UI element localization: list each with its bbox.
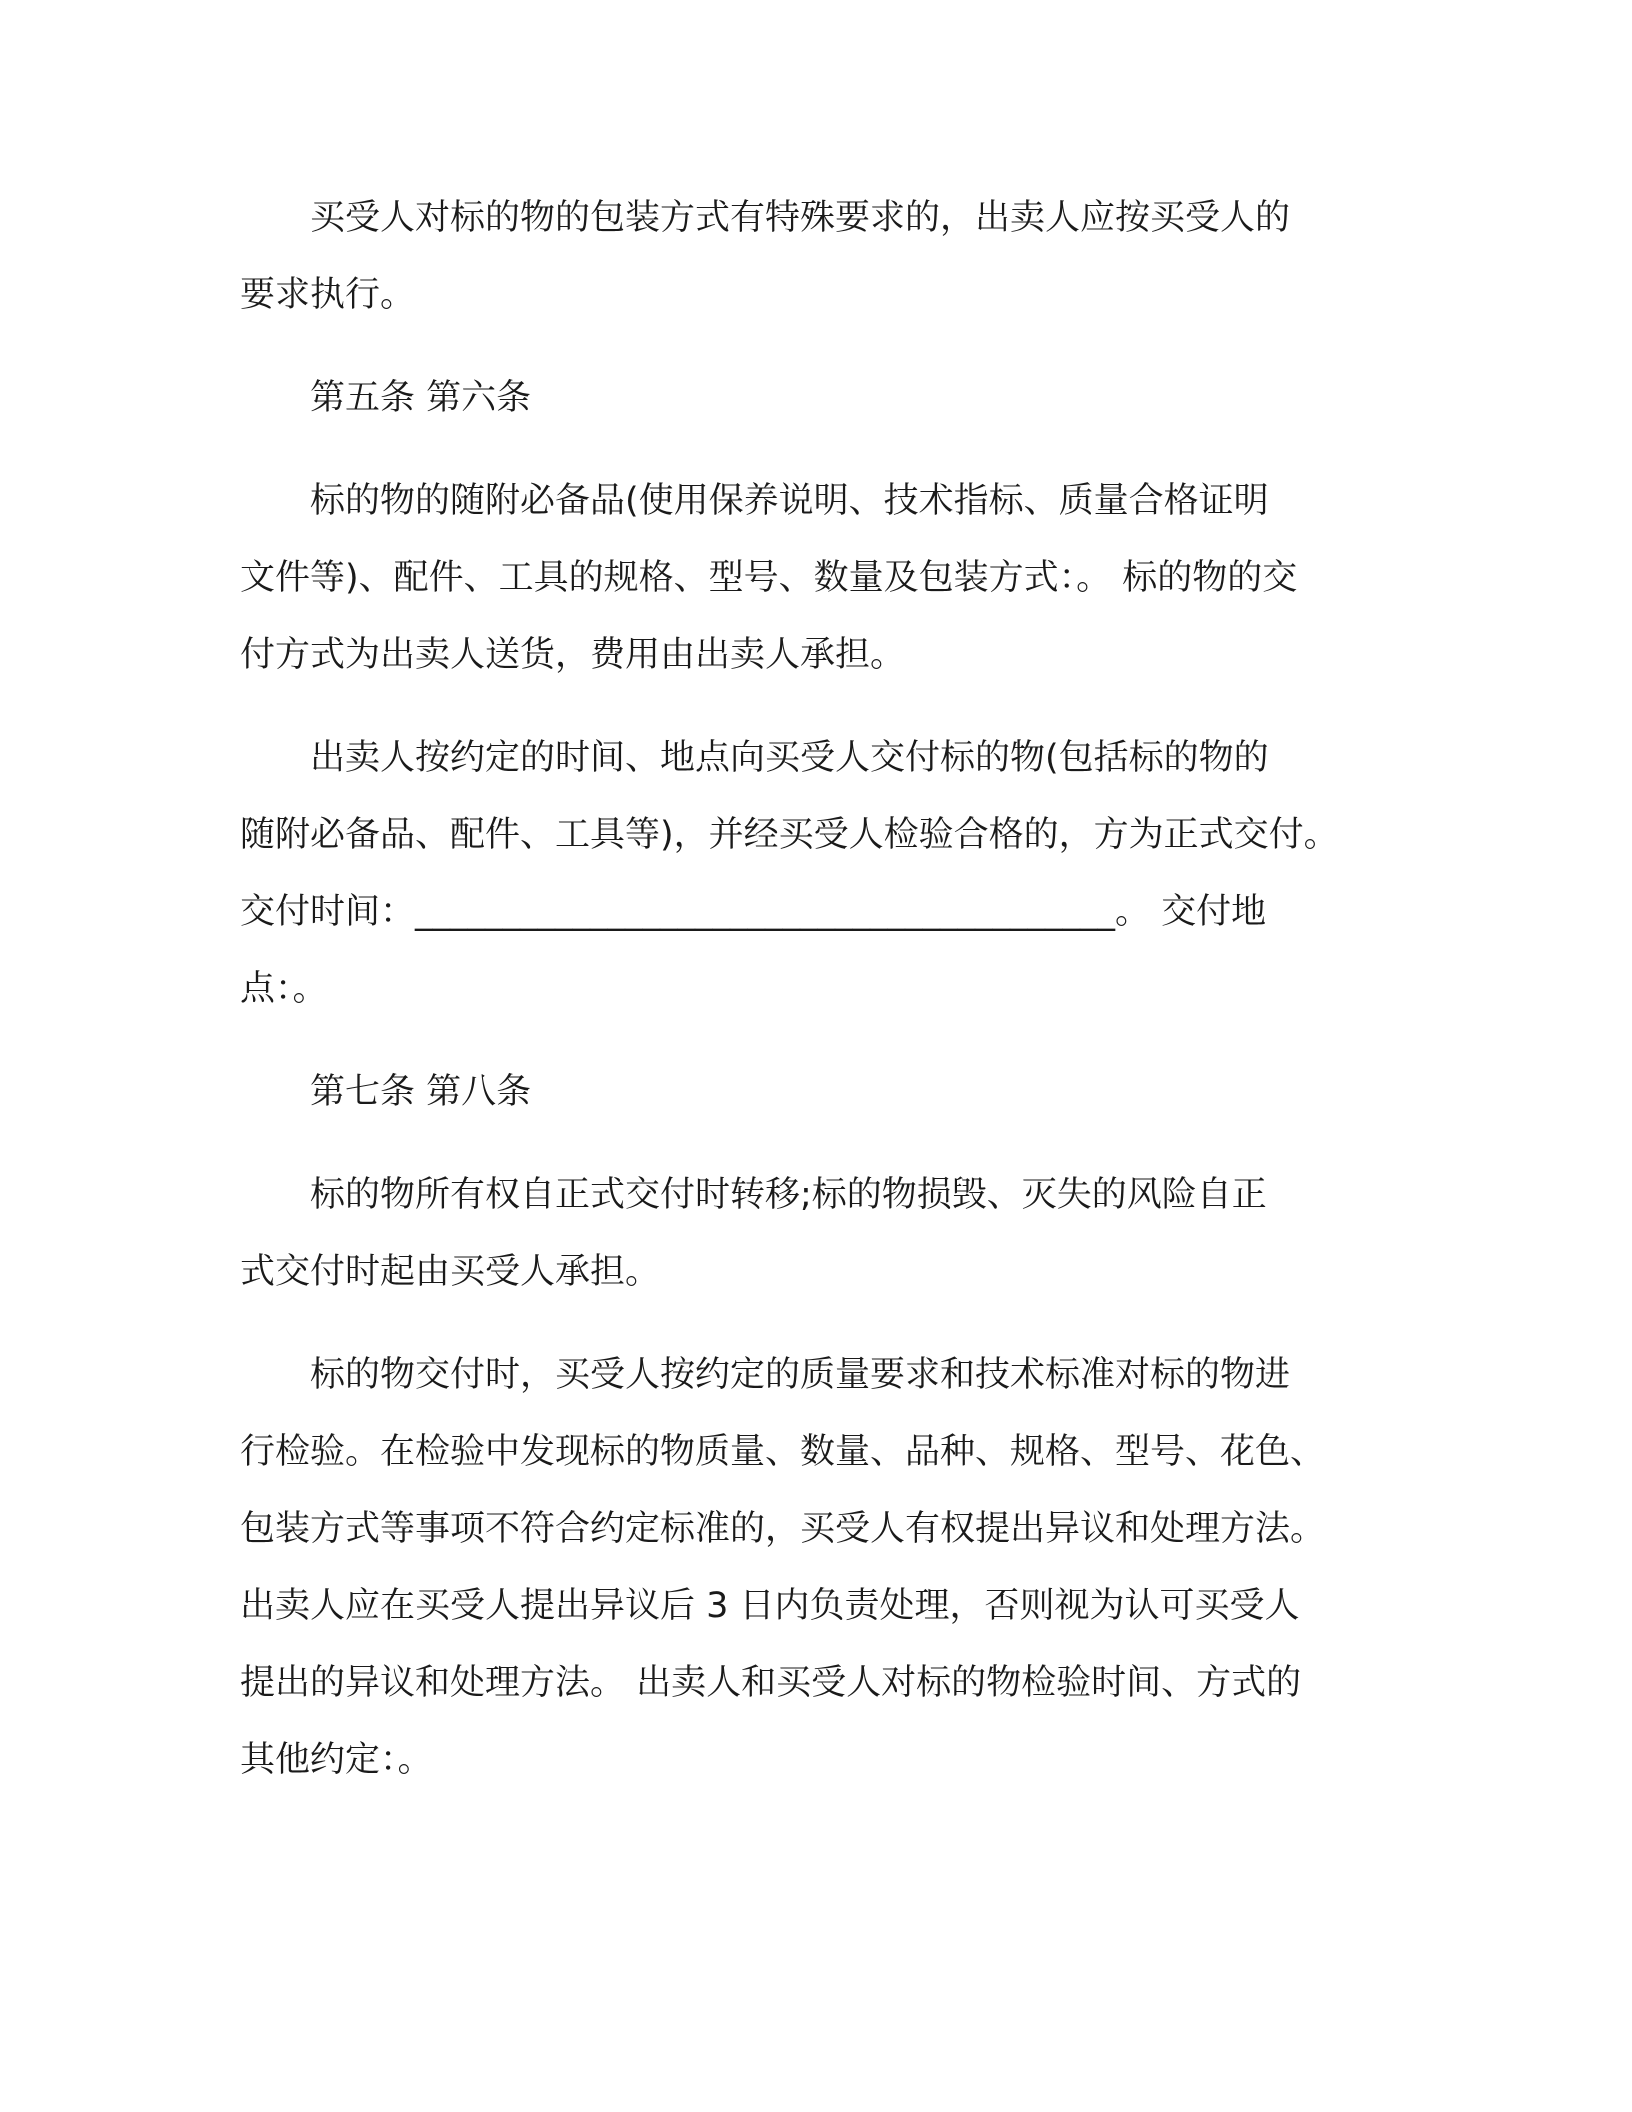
- paragraph-inspection: [240, 1337, 1380, 1799]
- text-line: 买受人对标的物的包装方式有特殊要求的，出卖人应按买受人的: [310, 198, 1291, 238]
- text-line: 出卖人按约定的时间、地点向买受人交付标的物(包括标的物的: [310, 738, 1269, 778]
- text-line: 文件等)、配件、工具的规格、型号、数量及包装方式：。 标的物的交: [240, 558, 1298, 598]
- paragraph-ownership: [240, 1157, 1380, 1311]
- section-heading-5-6: 第五条 第六条: [310, 378, 532, 418]
- paragraph-packaging-requirement: [240, 180, 1380, 334]
- text-line: 标的物交付时，买受人按约定的质量要求和技术标准对标的物进: [310, 1355, 1291, 1395]
- text-line: 式交付时起由买受人承担。: [240, 1252, 661, 1292]
- text-line: 其他约定：。: [240, 1740, 433, 1780]
- paragraph-delivery: [240, 720, 1380, 1028]
- text-line: 付方式为出卖人送货，费用由出卖人承担。: [240, 635, 906, 675]
- paragraph-accessories: [240, 463, 1380, 694]
- section-heading-7-8: 第七条 第八条: [310, 1072, 532, 1112]
- document-body: [240, 180, 1380, 1825]
- text-line: 出卖人应在买受人提出异议后 3 日内负责处理，否则视为认可买受人: [240, 1586, 1300, 1626]
- text-line: 点：。: [240, 969, 328, 1009]
- text-line: 要求执行。: [240, 275, 416, 315]
- text-line: 标的物的随附必备品(使用保养说明、技术指标、质量合格证明: [310, 481, 1269, 521]
- text-line: 标的物所有权自正式交付时转移;标的物损毁、灭失的风险自正: [310, 1175, 1267, 1215]
- text-line: 提出的异议和处理方法。 出卖人和买受人对标的物检验时间、方式的: [240, 1663, 1302, 1703]
- text-line: 包装方式等事项不符合约定标准的，买受人有权提出异议和处理方法。: [240, 1509, 1326, 1549]
- text-line: 行检验。在检验中发现标的物质量、数量、品种、规格、型号、花色、: [240, 1432, 1326, 1472]
- text-line: 随附必备品、配件、工具等)，并经买受人检验合格的，方为正式交付。: [240, 815, 1339, 855]
- delivery-time-line: 交付时间：________________________________________。 交付地: [240, 892, 1267, 932]
